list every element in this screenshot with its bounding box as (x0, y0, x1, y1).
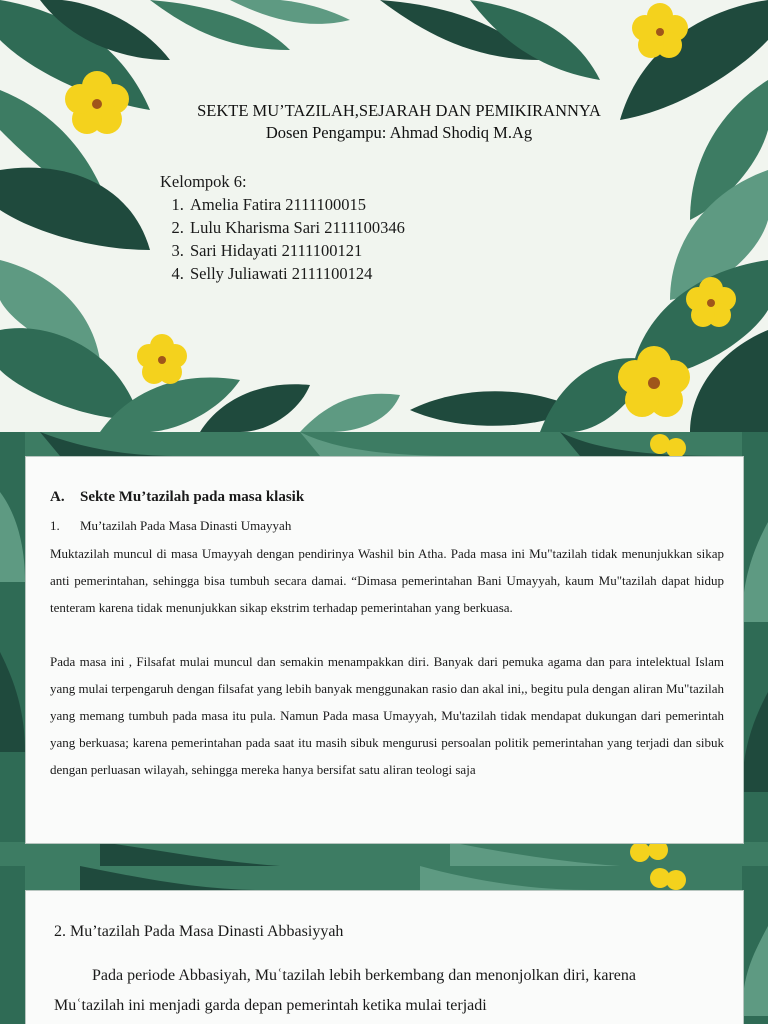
section-heading: 2. Mu’tazilah Pada Masa Dinasti Abbasiyyah (54, 923, 344, 940)
paragraph: Pada masa ini , Filsafat mulai muncul dan semakin menampakkan diri. Banyak dari pemuka agama dan para intelektual Islam yang mulai terpengaruh dengan filsafat yang lebih banyak menggunakan rasio dan akal ini,, begitu pula dengan aliran Mu"tazilah yang memang tumbuh pada masa itu pula. Namun Pada masa Umayyah, Mu'tazilah tidak mendapat dukungan dari pemerintah yang berkuasa; karena pemerintahan pada saat itu masih sibuk mengurusi persoalan politik pemerintahan yang terjadi dan sibuk dengan perluasan wilayah, sehingga mereka hanya bersifat satu aliran teologi saja (50, 654, 724, 777)
cover-page (0, 0, 768, 432)
paragraph: Muktazilah muncul di masa Umayyah dengan pendirinya Washil bin Atha. Pada masa ini Mu"tazilah tidak menunjukkan sikap anti pemerintahan, sehingga bisa tumbuh secara damai. “Dimasa pemerintahan Bani Umayyah, kaum Mu"tazilah dapat hidup tenteram karena tidak menunjukkan sikap ekstrim terhadap pemerintahan yang berkuasa. (50, 546, 724, 615)
group-members (160, 170, 405, 285)
cover-lecturer: Dosen Pengampu: Ahmad Shodiq M.Ag (265, 123, 533, 142)
content-page-1 (0, 432, 768, 866)
member-item: 4. Selly Juliawati 2111100124 (188, 262, 405, 285)
section-title: Sekte Mu’tazilah pada masa klasik (80, 489, 305, 505)
group-label: Kelompok 6: (160, 172, 247, 191)
cover-text (0, 100, 768, 144)
subsection-heading (50, 518, 291, 534)
section-label: A. (50, 489, 65, 505)
section-heading (50, 489, 304, 506)
content-box (25, 890, 744, 1024)
member-item: 1. Amelia Fatira 2111100015 (188, 193, 405, 216)
paragraph: Pada periode Abbasiyah, Muʿtazilah lebih berkembang dan menonjolkan diri, karena Muʿtazilah ini menjadi garda depan pemerintah ketika mulai terjadi (54, 967, 636, 1014)
content-box (25, 456, 744, 844)
member-item: 3. Sari Hidayati 2111100121 (188, 239, 405, 262)
subsection-title: Mu’tazilah Pada Masa Dinasti Umayyah (80, 518, 292, 533)
cover-title: SEKTE MU’TAZILAH,SEJARAH DAN PEMIKIRANNYA (197, 101, 601, 120)
subsection-label: 1. (50, 518, 60, 533)
member-item: 2. Lulu Kharisma Sari 2111100346 (188, 216, 405, 239)
content-page-2 (0, 866, 768, 1024)
